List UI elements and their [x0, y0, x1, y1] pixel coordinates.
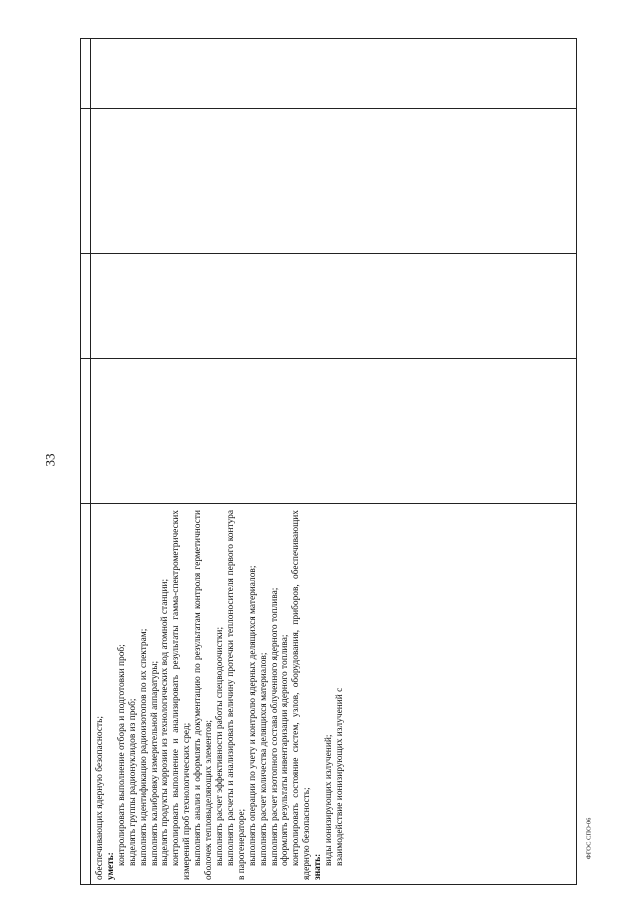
table-row-empty [80, 38, 90, 885]
text-line: выполнять расчет эффективности работы спецводоочистки; [214, 626, 225, 866]
text-line: контролировать выполнение отбора и подготовки проб; [116, 644, 127, 866]
page-number: 33 [42, 453, 58, 467]
text-line: выполнять расчет количества делящихся материалов; [258, 652, 269, 866]
text-line: контролировать состояние систем, узлов, оборудования, приборов, обеспечивающих ядерную безопасность; [291, 510, 313, 880]
text-line: выполнять калибровку измерительной аппаратуры; [149, 660, 160, 866]
competency-text-cell [91, 504, 576, 884]
text-line: выполнять анализ и оформлять документацию по результатам контроля герметичности оболочек тепловыделяющих элементов; [193, 510, 215, 880]
table-cell-empty [91, 109, 576, 254]
text-line: знать: [313, 853, 324, 880]
table-cell-empty [91, 254, 576, 359]
text-line: выполнять расчет изотопного состава облученного ядерного топлива; [269, 587, 280, 866]
table-row-main [90, 38, 577, 885]
table-cell-empty [91, 39, 576, 109]
table-cell [81, 504, 90, 884]
text-line: выделять группы радионуклидов из проб; [127, 698, 138, 866]
table-cell-empty [91, 359, 576, 504]
text-line: выделять продукты коррозии из технологических вод атомной станции; [160, 578, 171, 866]
text-line: контролировать выполнение и анализировать результаты гамма-спектрометрических измерений проб технологических сред; [171, 510, 193, 880]
text-line: уметь: [105, 852, 116, 880]
text-line: оформлять результаты инвентаризации ядерного топлива; [280, 634, 291, 866]
text-line: выполнять идентификацию радиоизотопов по их спектрам; [138, 628, 149, 866]
text-line: обеспечивающих ядерную безопасность; [95, 716, 105, 880]
rotated-table [80, 38, 577, 885]
table-cell [81, 109, 90, 254]
footer-code: ФГОС СПО-06 [585, 817, 593, 860]
text-line: взаимодействие ионизирующих излучений с [334, 687, 345, 866]
text-line: виды ионизирующих излучений; [324, 734, 335, 866]
text-line: выполнять операции по учету и контролю ядерных делящихся материалов; [247, 565, 258, 866]
table-cell [81, 359, 90, 504]
table-cell [81, 254, 90, 359]
table-cell [81, 39, 90, 109]
text-line: выполнять расчеты и анализировать величину протечки теплоносителя первого контура в парогенераторе; [225, 510, 247, 880]
